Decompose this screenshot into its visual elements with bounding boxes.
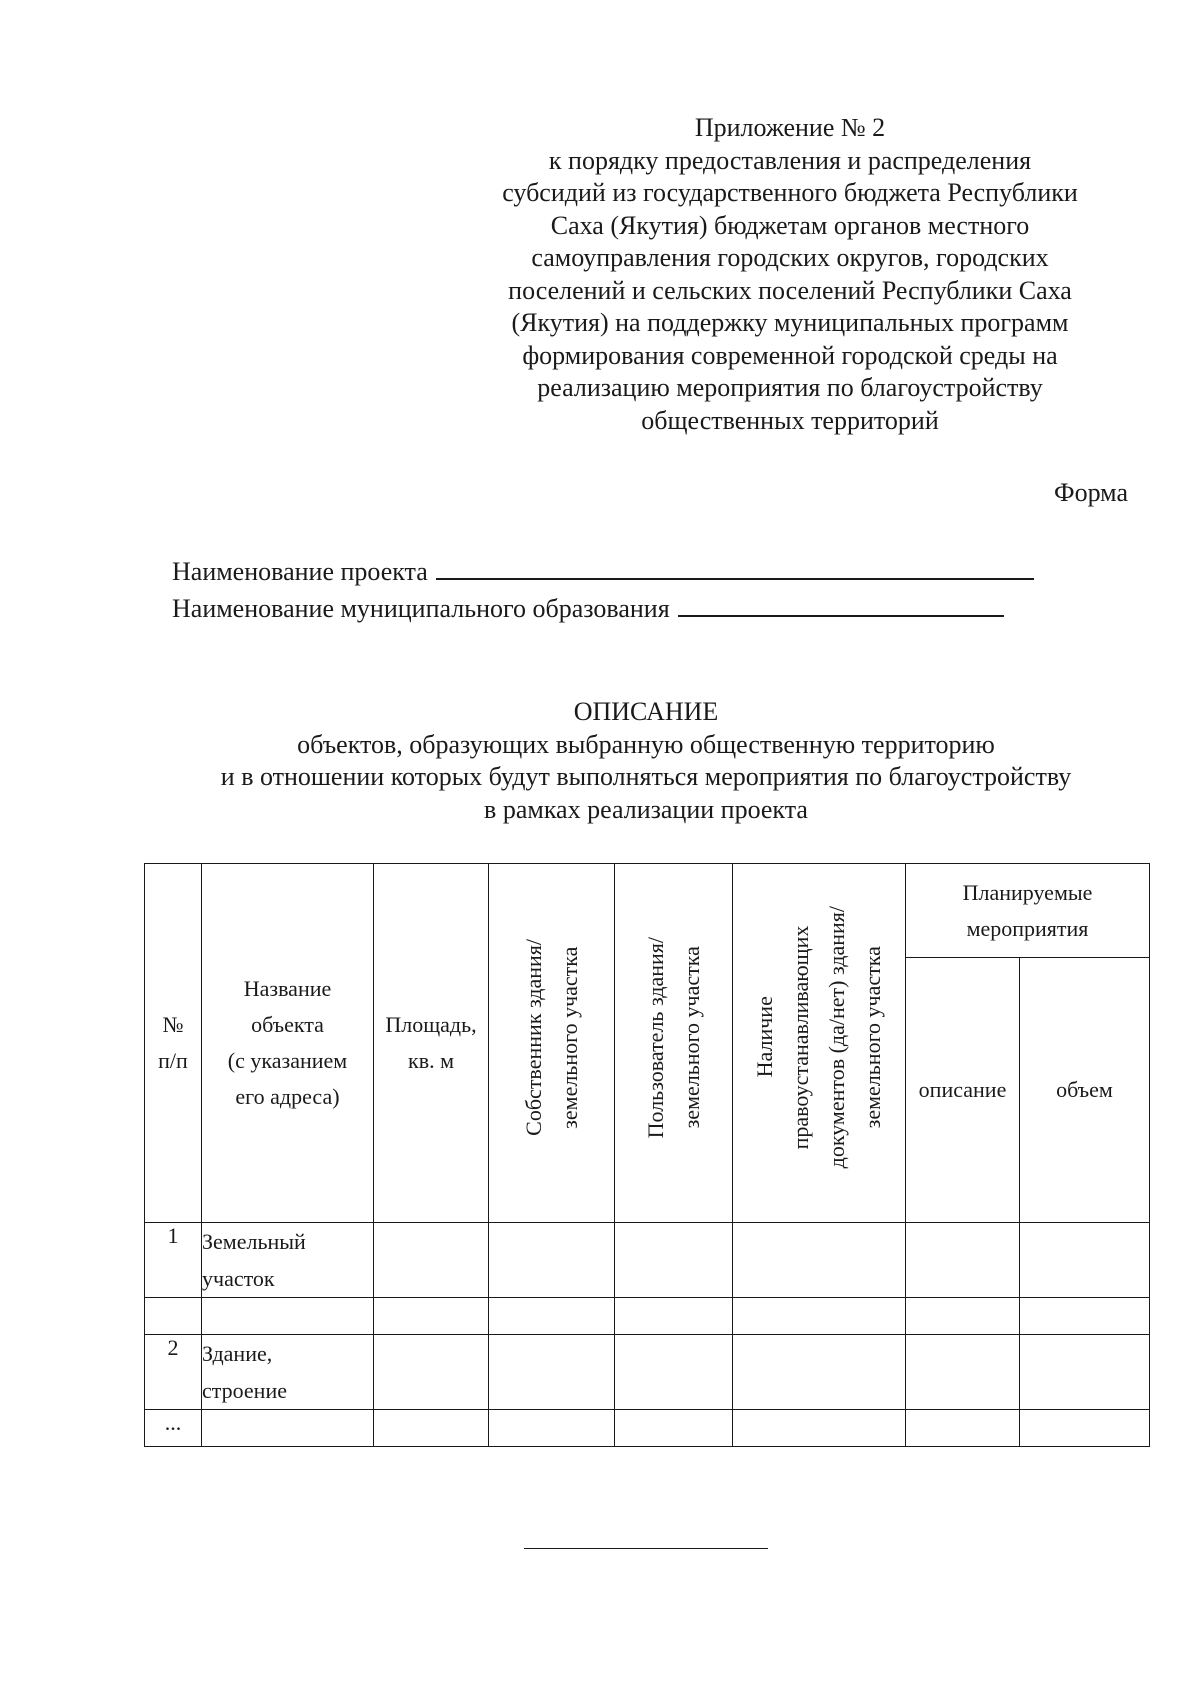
appendix-block	[460, 112, 1120, 437]
documents-cell[interactable]	[733, 1410, 906, 1447]
header-name-line: (с указанием	[227, 1048, 348, 1073]
header-object-name	[202, 864, 374, 1223]
header-owner-line: Собственник здания/	[520, 939, 546, 1136]
header-user	[615, 864, 733, 1223]
table-row	[145, 1223, 1150, 1298]
header-area	[374, 864, 489, 1223]
row-name-line: Земельный	[202, 1229, 306, 1254]
row-name-cell	[202, 1335, 374, 1410]
header-planned-line: мероприятия	[966, 915, 1089, 941]
project-name-label: Наименование проекта	[172, 557, 428, 586]
header-docs-text	[747, 906, 891, 1168]
municipality-name-blank[interactable]	[678, 589, 1004, 617]
header-documents	[733, 864, 906, 1223]
appendix-line: формирования современной городской среды на	[522, 340, 1058, 370]
project-name-blank[interactable]	[436, 552, 1034, 580]
appendix-line: реализацию мероприятия по благоустройству	[537, 373, 1043, 402]
owner-cell[interactable]	[489, 1223, 615, 1298]
appendix-line: (Якутия) на поддержку муниципальных программ	[511, 308, 1069, 337]
project-name-field	[172, 552, 1034, 587]
description-cell[interactable]	[906, 1335, 1020, 1410]
header-area-line: Площадь,	[385, 1012, 477, 1037]
header-area-line: кв. м	[408, 1048, 454, 1073]
header-name-line: объекта	[251, 1012, 324, 1037]
header-name-line: его адреса)	[235, 1084, 340, 1109]
header-docs-line: документов (да/нет) здания/	[824, 906, 849, 1169]
row-name-line: Здание,	[202, 1341, 273, 1366]
header-num	[145, 864, 202, 1223]
header-owner-text	[516, 939, 588, 1136]
municipality-name-field	[172, 589, 1004, 624]
row-num-cell: 2	[145, 1335, 202, 1410]
header-docs-line: земельного участка	[860, 946, 885, 1129]
header-volume: объем	[1020, 958, 1150, 1223]
user-cell[interactable]	[615, 1410, 733, 1447]
header-docs-line: Наличие	[752, 996, 777, 1079]
header-num-line: п/п	[158, 1048, 188, 1073]
user-cell[interactable]	[615, 1335, 733, 1410]
row-name-line: участок	[202, 1266, 275, 1291]
header-user-line: земельного участка	[678, 946, 704, 1129]
table-row	[145, 1298, 1150, 1335]
heading-line: объектов, образующих выбранную общественную территорию	[297, 729, 995, 759]
header-owner	[489, 864, 615, 1223]
heading-line: и в отношении которых будут выполняться мероприятия по благоустройству	[220, 762, 1072, 791]
description-cell[interactable]	[906, 1223, 1020, 1298]
user-cell[interactable]	[615, 1298, 733, 1335]
header-num-line: №	[162, 1012, 184, 1037]
row-num-cell	[145, 1298, 202, 1335]
area-cell[interactable]	[374, 1335, 489, 1410]
description-heading	[144, 696, 1148, 826]
area-cell[interactable]	[374, 1410, 489, 1447]
header-planned-measures	[906, 864, 1150, 958]
footer-divider	[524, 1548, 768, 1549]
heading-line: в рамках реализации проекта	[484, 794, 808, 824]
appendix-title: Приложение № 2	[694, 113, 886, 142]
header-user-text	[638, 937, 710, 1138]
row-num-cell: 1	[145, 1223, 202, 1298]
owner-cell[interactable]	[489, 1298, 615, 1335]
row-name-line: строение	[202, 1378, 287, 1403]
row-name-cell[interactable]	[202, 1298, 374, 1335]
area-cell[interactable]	[374, 1223, 489, 1298]
row-name-cell	[202, 1223, 374, 1298]
area-cell[interactable]	[374, 1298, 489, 1335]
header-name-line: Название	[243, 976, 332, 1001]
description-cell[interactable]	[906, 1298, 1020, 1335]
appendix-line: субсидий из государственного бюджета Республики	[502, 178, 1078, 207]
municipality-name-label: Наименование муниципального образования	[172, 594, 670, 623]
volume-cell[interactable]	[1020, 1335, 1150, 1410]
volume-cell[interactable]	[1020, 1298, 1150, 1335]
owner-cell[interactable]	[489, 1410, 615, 1447]
owner-cell[interactable]	[489, 1335, 615, 1410]
header-planned-line: Планируемые	[962, 879, 1093, 905]
header-description: описание	[906, 958, 1020, 1223]
objects-table	[144, 863, 1150, 1447]
documents-cell[interactable]	[733, 1298, 906, 1335]
documents-cell[interactable]	[733, 1223, 906, 1298]
header-owner-line: земельного участка	[556, 946, 582, 1129]
appendix-line: Саха (Якутия) бюджетам органов местного	[550, 210, 1030, 240]
appendix-line: общественных территорий	[641, 405, 939, 435]
form-label: Форма	[1054, 478, 1128, 507]
description-cell[interactable]	[906, 1410, 1020, 1447]
volume-cell[interactable]	[1020, 1223, 1150, 1298]
header-docs-line: правоустанавливающих	[788, 925, 813, 1150]
table-row	[145, 1335, 1150, 1410]
appendix-line: к порядку предоставления и распределения	[548, 145, 1032, 175]
row-num-cell: ...	[145, 1410, 202, 1447]
volume-cell[interactable]	[1020, 1410, 1150, 1447]
appendix-line: поселений и сельских поселений Республики Саха	[508, 275, 1072, 305]
table-row	[145, 1410, 1150, 1447]
heading-title: ОПИСАНИЕ	[573, 697, 719, 726]
appendix-line: самоуправления городских округов, городских	[531, 243, 1049, 272]
row-name-cell[interactable]	[202, 1410, 374, 1447]
documents-cell[interactable]	[733, 1335, 906, 1410]
user-cell[interactable]	[615, 1223, 733, 1298]
header-user-line: Пользователь здания/	[642, 936, 668, 1139]
